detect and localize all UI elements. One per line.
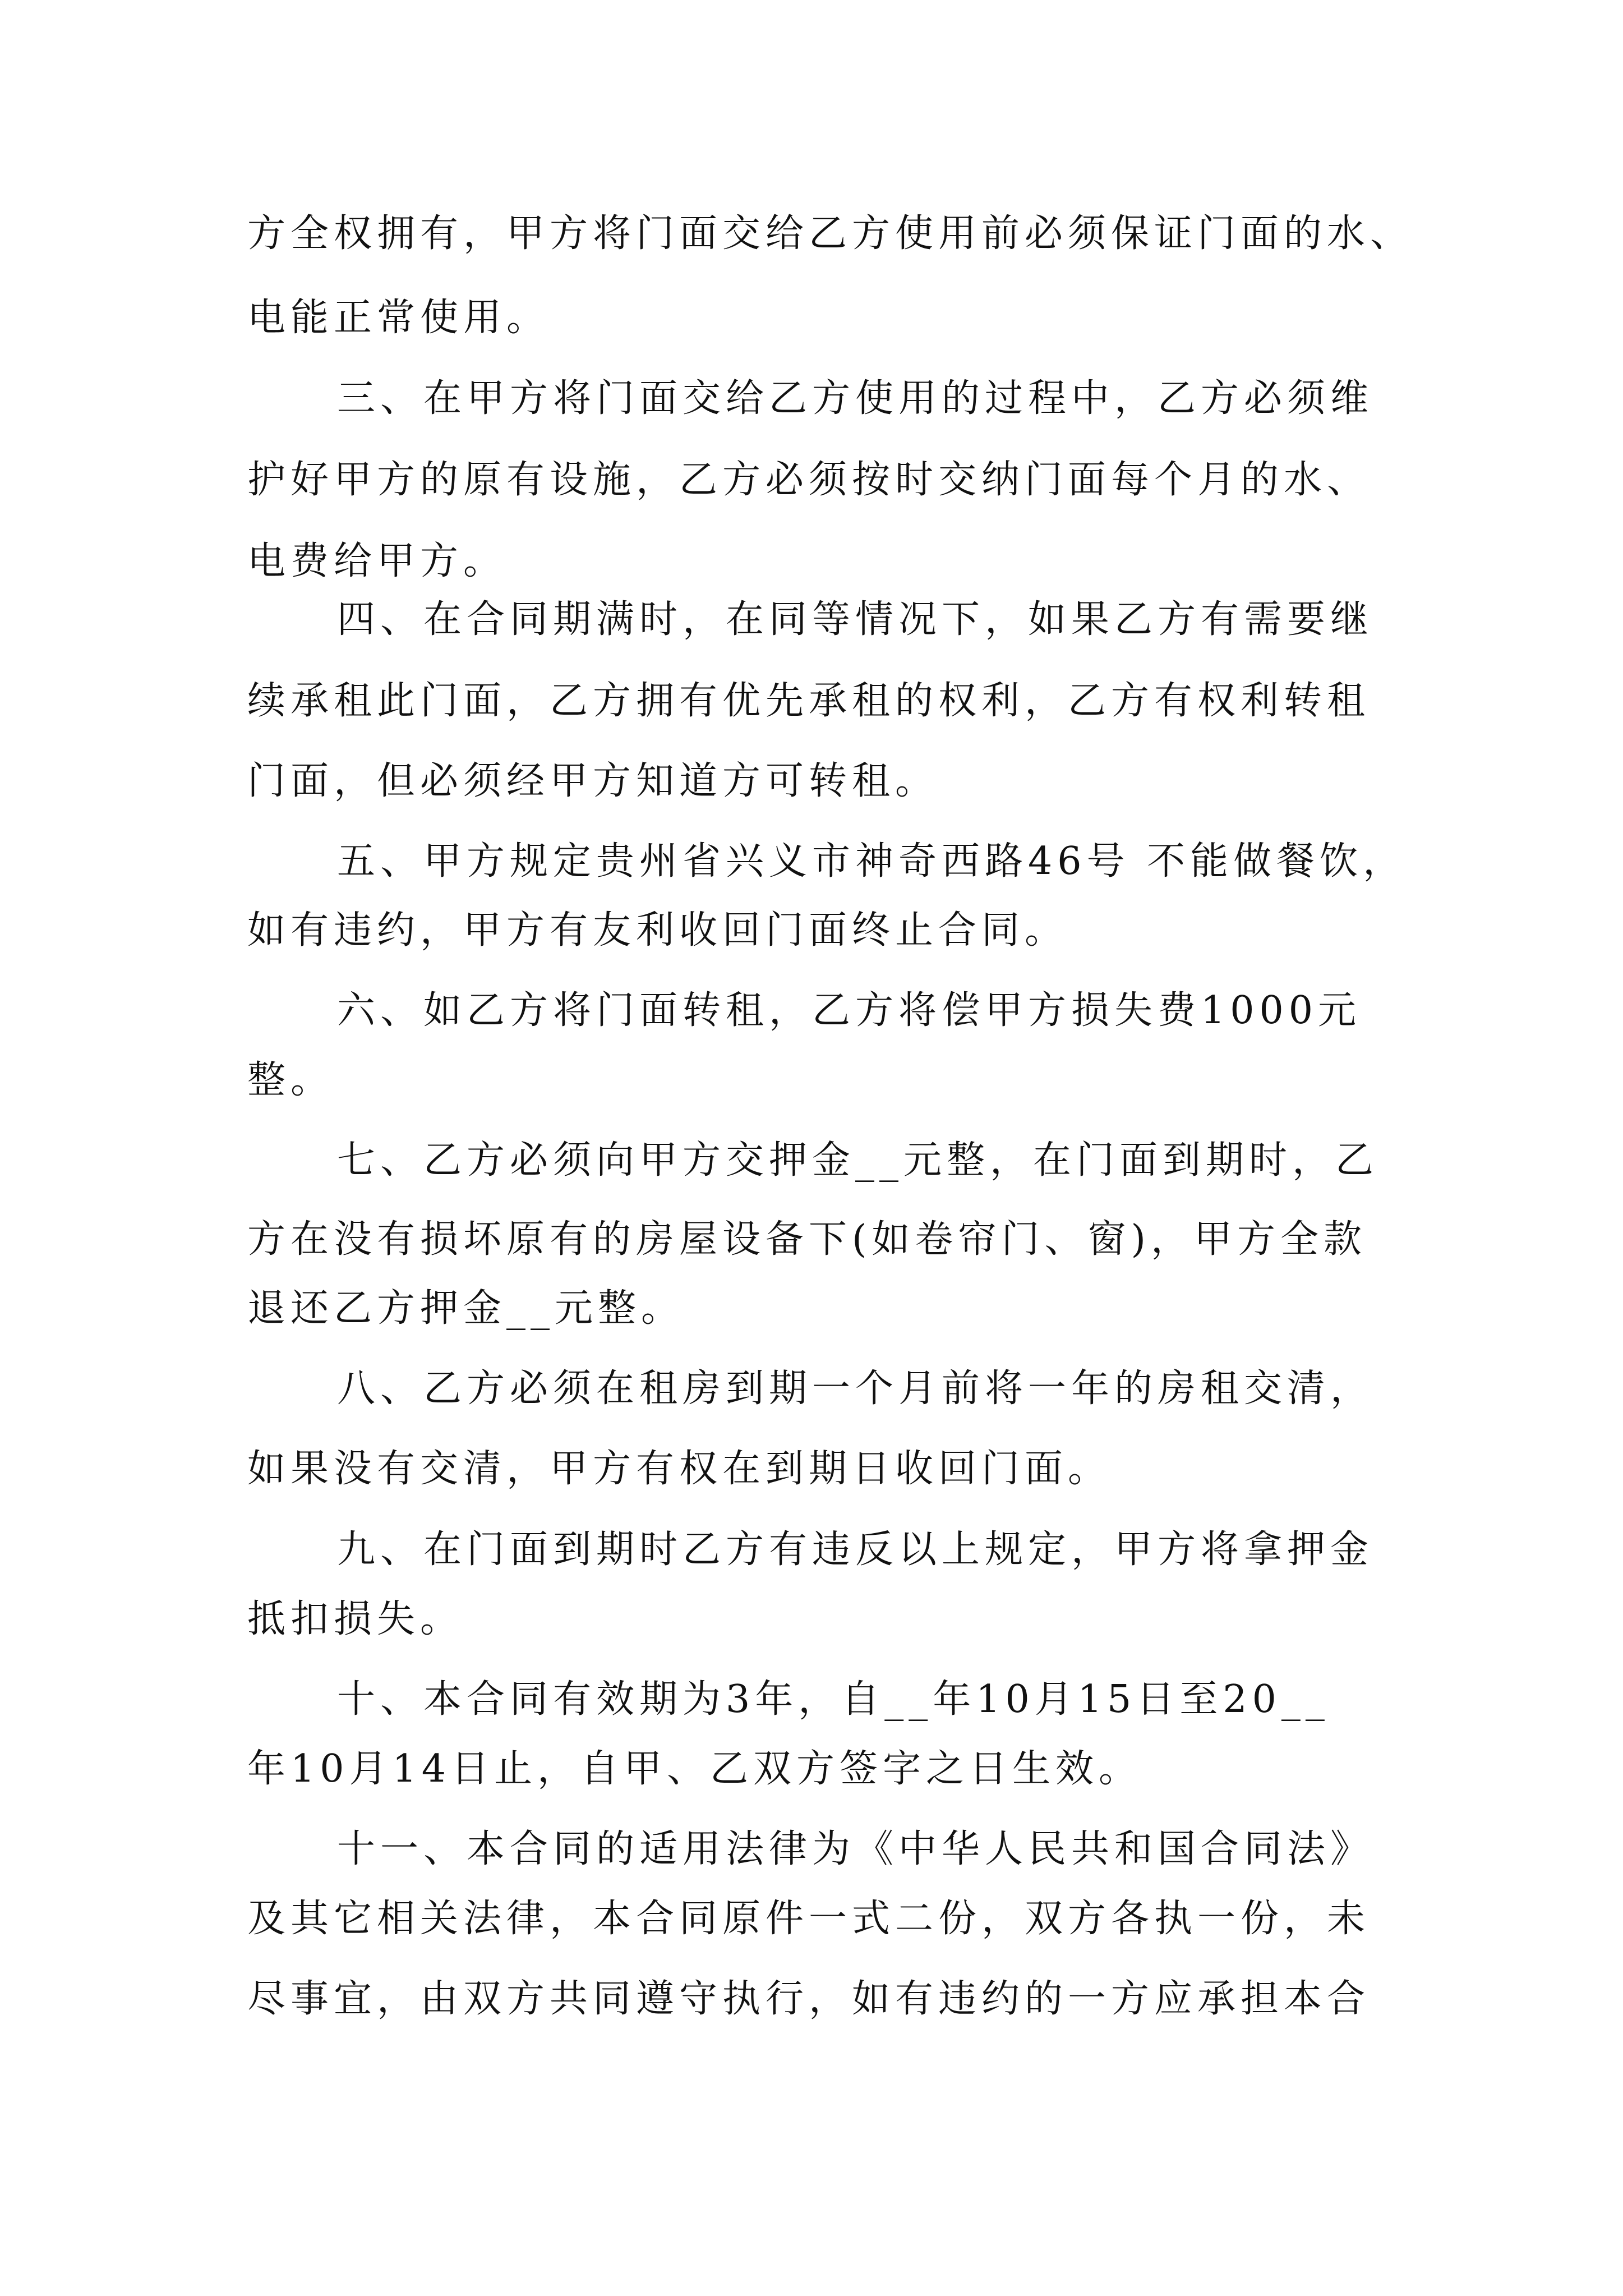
text-line: 九、在门面到期时乙方有违反以上规定，甲方将拿押金 (337, 1527, 1374, 1572)
text-line: 整。 (247, 1058, 334, 1102)
text-line: 七、乙方必须向甲方交押金__元整，在门面到期时，乙 (337, 1138, 1379, 1182)
text-line: 三、在甲方将门面交给乙方使用的过程中，乙方必须维 (337, 376, 1374, 421)
text-line: 五、甲方规定贵州省兴义市神奇西路46号 不能做餐饮， (337, 839, 1407, 884)
text-line: 抵扣损失。 (247, 1597, 464, 1641)
text-line: 如果没有交清，甲方有权在到期日收回门面。 (247, 1447, 1112, 1491)
text-line: 护好甲方的原有设施，乙方必须按时交纳门面每个月的水、 (247, 458, 1371, 502)
text-line: 电费给甲方。 (247, 539, 507, 583)
text-line: 尽事宜，由双方共同遵守执行，如有违约的一方应承担本合 (247, 1977, 1371, 2021)
text-line: 四、在合同期满时，在同等情况下，如果乙方有需要继 (337, 597, 1374, 642)
text-line: 六、如乙方将门面转租，乙方将偿甲方损失费1000元 (337, 988, 1362, 1033)
text-line: 十、本合同有效期为3年，自__年10月15日至20__ (337, 1677, 1330, 1722)
text-line: 电能正常使用。 (247, 296, 550, 340)
text-line: 续承租此门面，乙方拥有优先承租的权利，乙方有权利转租 (247, 679, 1371, 723)
text-line: 方全权拥有，甲方将门面交给乙方使用前必须保证门面的水、 (247, 211, 1414, 256)
text-line: 退还乙方押金__元整。 (247, 1286, 685, 1331)
text-line: 年10月14日止，自甲、乙双方签字之日生效。 (247, 1747, 1142, 1791)
text-line: 门面，但必须经甲方知道方可转租。 (247, 759, 939, 803)
text-line: 八、乙方必须在租房到期一个月前将一年的房租交清， (337, 1366, 1374, 1411)
text-line: 十一、本合同的适用法律为《中华人民共和国合同法》 (337, 1827, 1374, 1871)
text-line: 方在没有损坏原有的房屋设备下(如卷帘门、窗)，甲方全款 (247, 1217, 1367, 1262)
text-line: 如有违约，甲方有友利收回门面终止合同。 (247, 908, 1068, 953)
text-line: 及其它相关法律，本合同原件一式二份，双方各执一份，未 (247, 1897, 1371, 1941)
